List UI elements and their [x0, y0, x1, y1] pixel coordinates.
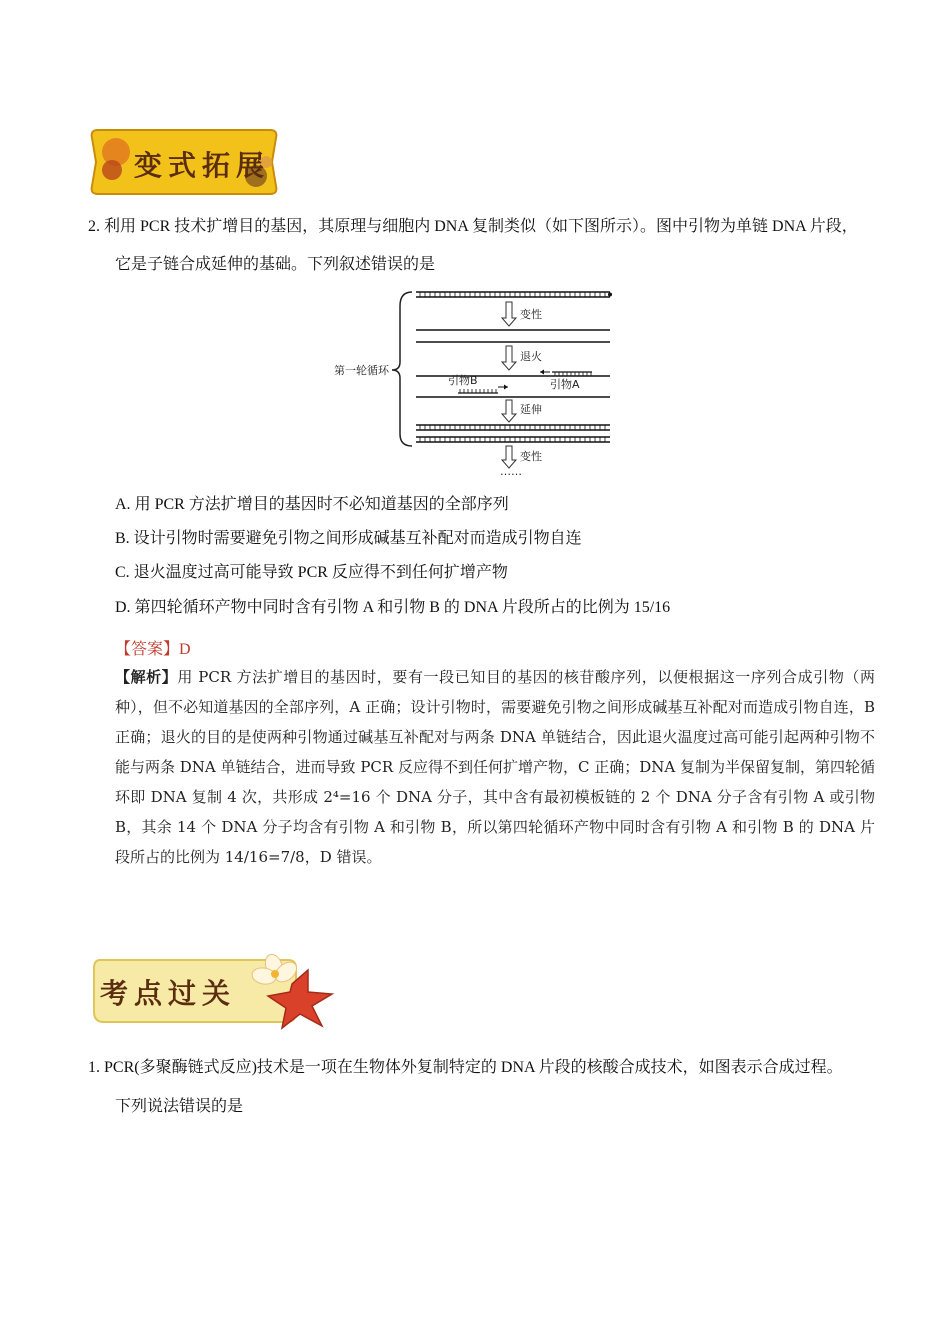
question-stem-line2: 它是子链合成延伸的基础。下列叙述错误的是: [115, 256, 436, 273]
cycle-brace: [392, 292, 412, 446]
down-arrow-icon: [502, 400, 516, 422]
answer-value: D: [179, 641, 191, 658]
question-stem-line1: 利用 PCR 技术扩增目的基因，其原理与细胞内 DNA 复制类似（如下图所示）。图中引物为单链 DNA 片段，: [104, 218, 858, 235]
answer-tag: 【答案】: [115, 641, 180, 658]
dna-double-strand-top: [416, 292, 612, 297]
step-denature-2: 变性: [520, 450, 542, 463]
continuation-ellipsis: ……: [500, 465, 522, 476]
option-text: 用 PCR 方法扩增目的基因时不必知道基因的全部序列: [134, 496, 509, 513]
primer-a: [540, 370, 592, 377]
banner-checkpoint: [86, 950, 346, 1030]
banner-variation-expansion: [86, 122, 282, 202]
analysis-text: 用 PCR 方法扩增目的基因时，要有一段已知目的基因的核苷酸序列，以便根据这一序列合成引物（两种），但不必知道基因的全部序列，A 正确；设计引物时，需要避免引物之间形成碱基互补配对而造成引物自连，B 正确；退火的目的是使两种引物通过碱基互补配对与两条 DNA 单链结合，因此退火温度过高可能引起两种引物不能与两条 DNA 单链结合，进而导致 PCR 反应得不到任何扩增产物，C 正确；DNA 复制为半保留复制，第四轮循环即 DNA 复制 4 次，共形成 2⁴=16 个 DNA 分子，其中含有最初模板链的 2 个 DNA 分子含有引物 A 或引物 B，其余 14 个 DNA 分子均含有引物 A 和引物 B，所以第四轮循环产物中同时含有引物 A 和引物 B 的 DNA 片段所占的比例为 14/16=7/8，D 错误。: [115, 668, 875, 866]
question-stem-line1: PCR(多聚酶链式反应)技术是一项在生物体外复制特定的 DNA 片段的核酸合成技术，如图表示合成过程。: [104, 1059, 843, 1076]
option-label: B.: [115, 530, 130, 547]
question-2: [88, 216, 858, 238]
pcr-cycle-diagram: [330, 286, 630, 476]
step-denature-1: 变性: [520, 308, 542, 321]
step-extend: 延伸: [520, 403, 542, 416]
option-b: [115, 528, 582, 550]
dna-double-strand-product: [416, 437, 610, 442]
option-text: 设计引物时需要避免引物之间形成碱基互补配对而造成引物自连: [133, 530, 582, 547]
option-label: A.: [115, 496, 131, 513]
question-1: [88, 1057, 843, 1079]
analysis-tag: 【解析】: [115, 668, 178, 686]
question-stem-line2: 下列说法错误的是: [115, 1098, 244, 1115]
primer-a-label: 引物A: [550, 378, 580, 391]
primer-b-label: 引物B: [448, 374, 478, 387]
question-number: 1.: [88, 1059, 100, 1076]
option-text: 第四轮循环产物中同时含有引物 A 和引物 B 的 DNA 片段所占的比例为 15/16: [134, 599, 671, 616]
option-label: C.: [115, 564, 130, 581]
cycle-label: 第一轮循环: [334, 364, 389, 377]
dna-double-strand-product: [416, 425, 610, 430]
banner-title: 变式拓展: [134, 149, 271, 182]
option-d: [115, 597, 670, 619]
banner-title: 考点过关: [100, 977, 237, 1010]
down-arrow-icon: [502, 302, 516, 326]
answer: [115, 636, 191, 659]
down-arrow-icon: [502, 346, 516, 370]
question-number: 2.: [88, 218, 100, 235]
analysis: [115, 662, 875, 872]
option-label: D.: [115, 599, 131, 616]
step-anneal: 退火: [520, 350, 542, 363]
option-text: 退火温度过高可能导致 PCR 反应得不到任何扩增产物: [133, 564, 508, 581]
option-c: [115, 562, 508, 584]
option-a: [115, 494, 509, 516]
